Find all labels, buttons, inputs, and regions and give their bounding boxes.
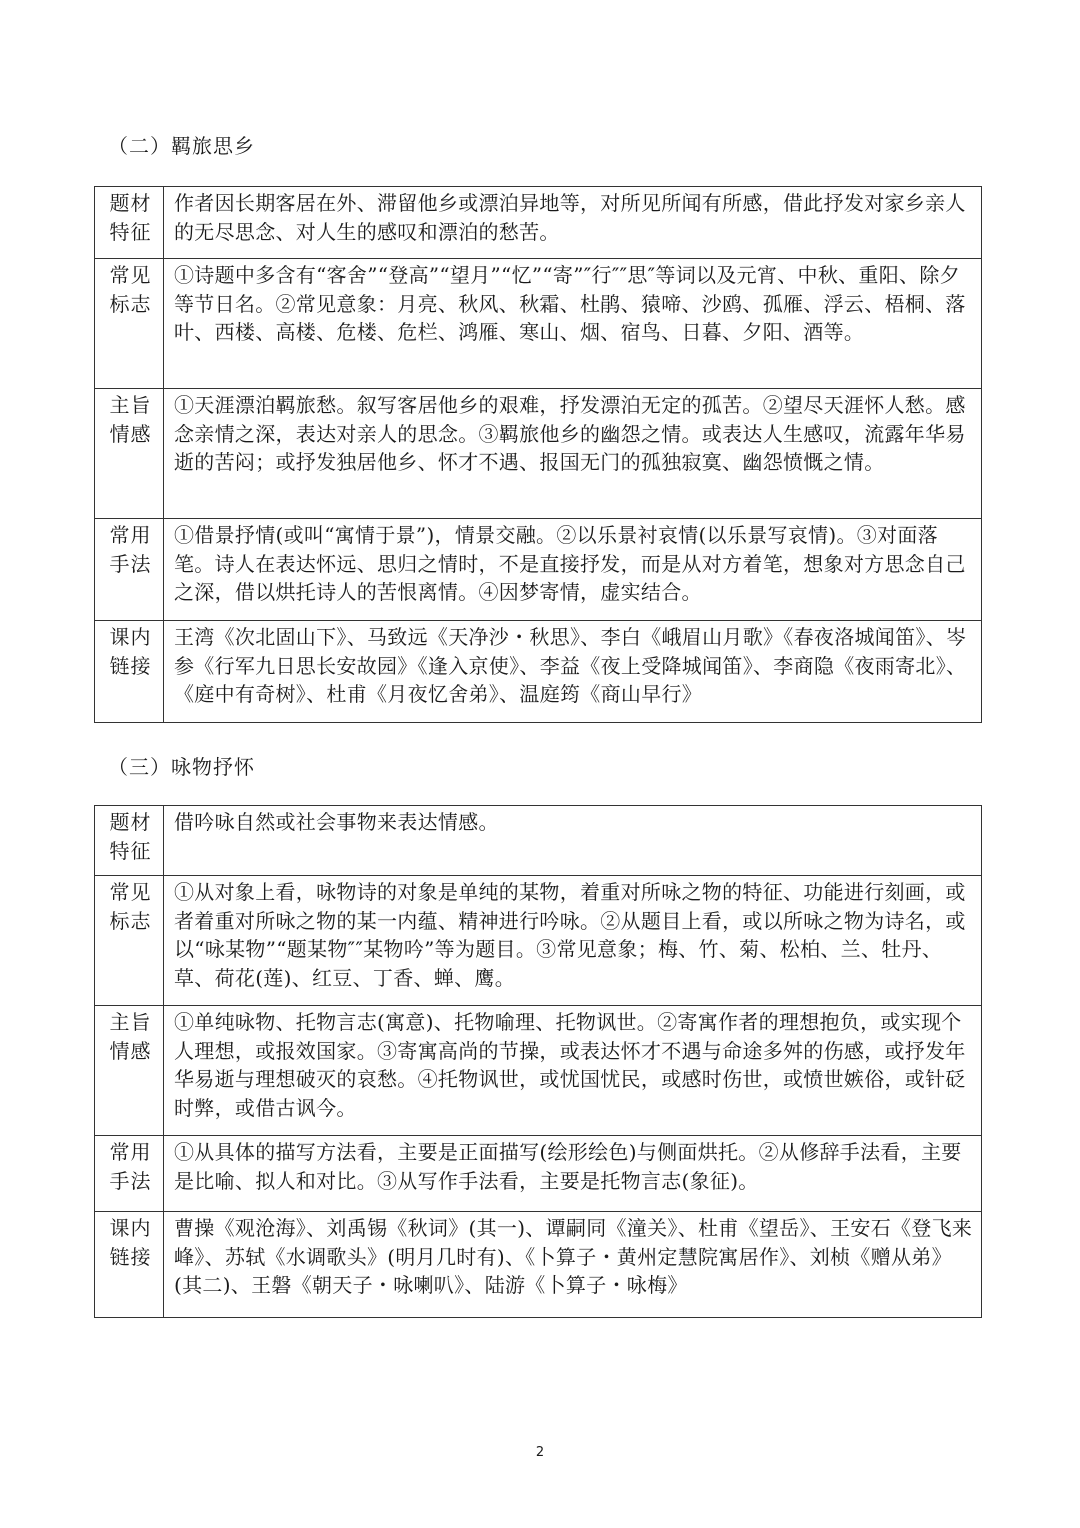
table-jilv-sixiang bbox=[94, 186, 982, 723]
row-label-line: 常用 bbox=[109, 523, 152, 547]
section-title-yongwu: （三）咏物抒怀 bbox=[108, 755, 255, 779]
table-row bbox=[95, 187, 982, 259]
row-label-line: 标志 bbox=[109, 291, 152, 316]
row-content: 作者因长期客居在外、滞留他乡或漂泊异地等，对所见所闻有所感，借此抒发对家乡亲人的无尽思念、对人生的感叹和漂泊的愁苦。 bbox=[164, 187, 982, 259]
section-title-jilv: （二）羁旅思乡 bbox=[108, 134, 255, 158]
row-label-line: 常见 bbox=[109, 880, 152, 904]
row-content: ①从具体的描写方法看，主要是正面描写(绘形绘色)与侧面烘托。②从修辞手法看，主要是比喻、拟人和对比。③从写作手法看，主要是托物言志(象征)。 bbox=[164, 1136, 982, 1212]
row-label-line: 题材 bbox=[109, 191, 152, 215]
row-label bbox=[95, 1212, 164, 1318]
row-label-line: 链接 bbox=[109, 1244, 152, 1269]
row-label-line: 常用 bbox=[109, 1140, 152, 1164]
row-label-line: 标志 bbox=[109, 908, 152, 933]
row-label-line: 题材 bbox=[109, 810, 152, 834]
table-row bbox=[95, 259, 982, 389]
row-label bbox=[95, 1136, 164, 1212]
row-label-line: 课内 bbox=[109, 625, 152, 649]
row-label bbox=[95, 187, 164, 259]
table-row bbox=[95, 876, 982, 1006]
table-row bbox=[95, 621, 982, 723]
row-content: ①借景抒情(或叫“寓情于景”)，情景交融。②以乐景衬哀情(以乐景写哀情)。③对面落笔。诗人在表达怀远、思归之情时，不是直接抒发，而是从对方着笔，想象对方思念自己之深，借以烘托诗人的苦恨离情。④因梦寄情，虚实结合。 bbox=[164, 519, 982, 621]
row-label-line: 特征 bbox=[109, 219, 152, 244]
row-content: ①天涯漂泊羁旅愁。叙写客居他乡的艰难，抒发漂泊无定的孤苦。②望尽天涯怀人愁。感念亲情之深，表达对亲人的思念。③羁旅他乡的幽怨之情。或表达人生感叹，流露年华易逝的苦闷；或抒发独居他乡、怀才不遇、报国无门的孤独寂寞、幽怨愤慨之情。 bbox=[164, 389, 982, 519]
table-row bbox=[95, 1136, 982, 1212]
row-content: 借吟咏自然或社会事物来表达情感。 bbox=[164, 806, 982, 876]
row-label-line: 课内 bbox=[109, 1216, 152, 1240]
row-label-line: 主旨 bbox=[109, 1010, 152, 1034]
row-label-line: 特征 bbox=[109, 838, 152, 863]
table-yongwu-shuhuai bbox=[94, 805, 982, 1318]
row-label-line: 情感 bbox=[109, 421, 152, 446]
row-content: 曹操《观沧海》、刘禹锡《秋词》(其一)、谭嗣同《潼关》、杜甫《望岳》、王安石《登飞来峰》、苏轼《水调歌头》(明月几时有)、《卜算子・黄州定慧院寓居作》、刘桢《赠从弟》(其二)、王磐《朝天子・咏喇叭》、陆游《卜算子・咏梅》 bbox=[164, 1212, 982, 1318]
row-label-line: 手法 bbox=[109, 1168, 152, 1193]
table-row bbox=[95, 389, 982, 519]
row-content: ①诗题中多含有“客舍”“登高”“望月”“忆”“寄”″行″″思″等词以及元宵、中秋、重阳、除夕等节日名。②常见意象：月亮、秋风、秋霜、杜鹃、猿啼、沙鸥、孤雁、浮云、梧桐、落叶、西楼、高楼、危楼、危栏、鸿雁、寒山、烟、宿鸟、日暮、夕阳、酒等。 bbox=[164, 259, 982, 389]
row-label bbox=[95, 389, 164, 519]
row-label bbox=[95, 1006, 164, 1136]
table-row bbox=[95, 1006, 982, 1136]
row-label bbox=[95, 876, 164, 1006]
table-row bbox=[95, 519, 982, 621]
row-label bbox=[95, 621, 164, 723]
row-content: 王湾《次北固山下》、马致远《天净沙・秋思》、李白《峨眉山月歌》《春夜洛城闻笛》、岑参《行军九日思长安故园》《逢入京使》、李益《夜上受降城闻笛》、李商隐《夜雨寄北》、《庭中有奇树》、杜甫《月夜忆舍弟》、温庭筠《商山早行》 bbox=[164, 621, 982, 723]
row-label-line: 链接 bbox=[109, 653, 152, 678]
row-content: ①单纯咏物、托物言志(寓意)、托物喻理、托物讽世。②寄寓作者的理想抱负，或实现个人理想，或报效国家。③寄寓高尚的节操，或表达怀才不遇与命途多舛的伤感，或抒发年华易逝与理想破灭的哀愁。④托物讽世，或忧国忧民，或感时伤世，或愤世嫉俗，或针砭时弊，或借古讽今。 bbox=[164, 1006, 982, 1136]
table-row bbox=[95, 806, 982, 876]
row-label-line: 情感 bbox=[109, 1038, 152, 1063]
row-label bbox=[95, 806, 164, 876]
row-label-line: 主旨 bbox=[109, 393, 152, 417]
row-content: ①从对象上看，咏物诗的对象是单纯的某物，着重对所咏之物的特征、功能进行刻画，或者着重对所咏之物的某一内蕴、精神进行吟咏。②从题目上看，或以所咏之物为诗名，或以“咏某物”“题某物″″某物吟”等为题目。③常见意象；梅、竹、菊、松柏、兰、牡丹、草、荷花(莲)、红豆、丁香、蝉、鹰。 bbox=[164, 876, 982, 1006]
page-number: 2 bbox=[535, 1445, 545, 1460]
row-label bbox=[95, 519, 164, 621]
row-label bbox=[95, 259, 164, 389]
table-row bbox=[95, 1212, 982, 1318]
row-label-line: 手法 bbox=[109, 551, 152, 576]
row-label-line: 常见 bbox=[109, 263, 152, 287]
